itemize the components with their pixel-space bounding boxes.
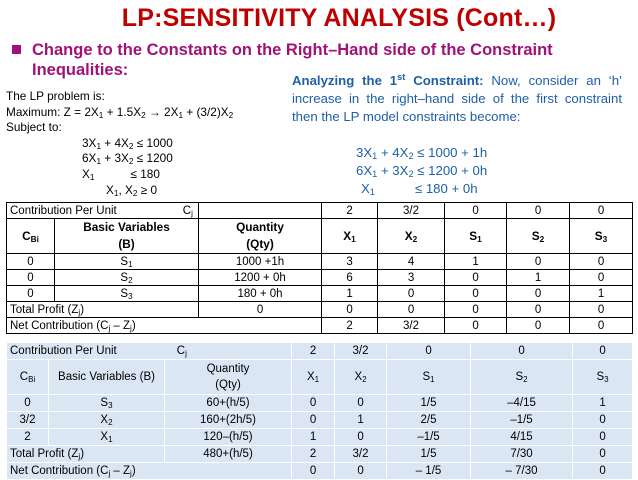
constraint-2: $6X_1 + 3X_2 \le 1200$ xyxy=(82,151,173,167)
objective-function: Maximum: $Z = 2X_1 + 1.5X_2 \to 2X_1 + (3/2)X_2$ xyxy=(6,104,234,120)
table-header-row xyxy=(7,219,633,254)
cell: 0 xyxy=(570,203,633,219)
analysis-body: Now, consider an ‘h’ increase in the right–hand side of the first constraint then the LP model constraints become: xyxy=(292,73,622,124)
table-row: 3/2 $X_2$ 160+(2h/5) 0 1 2/5 –1/5 0 xyxy=(7,412,633,429)
cpu-label: Contribution Per Unit $C_j$ xyxy=(7,343,292,360)
lp-problem xyxy=(6,89,276,198)
optimal-simplex-table xyxy=(6,342,633,480)
header-s2: $S_2$ xyxy=(471,360,573,395)
modified-constraint-3: $X_1 \le 180 + 0h$ xyxy=(361,181,478,197)
table-row: 0 $S_3$ 180 + 0h 1 0 0 0 1 xyxy=(7,286,633,302)
lp-intro: The LP problem is: xyxy=(6,89,105,103)
header-quantity: Quantity (Qty) xyxy=(165,360,292,395)
cell: 2 xyxy=(322,203,378,219)
constraint-1: $3X_1 + 4X_2 \le 1000$ xyxy=(82,135,173,151)
table-row: 0 $S_1$ 1000 +1h 3 4 1 0 0 xyxy=(7,254,633,270)
non-negativity: $X_1$, $X_2 \ge 0$ xyxy=(106,182,158,198)
header-cb: $C_{Bi}$ xyxy=(7,360,49,395)
table-row: 2 $X_1$ 120–(h/5) 1 0 –1/5 4/15 0 xyxy=(7,429,633,446)
cpu-label: Contribution Per Unit $C_j$ xyxy=(7,203,199,219)
subject-to-label: Subject to: xyxy=(6,120,62,135)
header-s1: $S_1$ xyxy=(445,219,507,254)
header-s2: $S_2$ xyxy=(507,219,570,254)
table-row: 0 $S_2$ 1200 + 0h 6 3 0 1 0 xyxy=(7,270,633,286)
slide-title: LP:SENSITIVITY ANALYSIS (Cont…) xyxy=(121,4,557,32)
table-header-row xyxy=(7,360,633,395)
cell: 0 xyxy=(445,203,507,219)
net-contribution-row: Net Contribution $(C_j - Z_j)$ 0 0 – 1/5 – 7/30 0 xyxy=(7,463,633,480)
bullet-line-1: Change to the Constants on the Right–Hand side of the Constraint xyxy=(32,41,553,59)
modified-constraint-1: $3X_1 + 4X_2 \le 1000 + 1h$ xyxy=(356,145,488,161)
net-contribution-row: Net Contribution $(C_j - Z_j)$ 2 3/2 0 0 0 xyxy=(7,318,633,334)
header-x2: $X_2$ xyxy=(378,219,445,254)
header-s1: $S_1$ xyxy=(387,360,471,395)
header-cb: $C_{Bi}$ xyxy=(7,219,55,254)
table-row: 0 $S_3$ 60+(h/5) 0 0 1/5 –4/15 1 xyxy=(7,395,633,412)
total-profit-row: Total Profit $(Z_j)$ 0 0 0 0 0 0 xyxy=(7,302,633,318)
cell: 0 xyxy=(507,203,570,219)
header-basic-variables: Basic Variables (B) xyxy=(55,219,199,254)
header-quantity: Quantity (Qty) xyxy=(199,219,322,254)
header-x1: $X_1$ xyxy=(322,219,378,254)
analysis-lead: Analyzing the 1st Constraint: xyxy=(292,72,484,88)
total-profit-row: Total Profit $(Z_j)$ 480+(h/5) 2 3/2 1/5 7/30 0 xyxy=(7,446,633,463)
constraint-3: $X_1 \le 180$ xyxy=(82,166,160,182)
header-s3: $S_3$ xyxy=(570,219,633,254)
cell: 3/2 xyxy=(378,203,445,219)
analysis-text xyxy=(292,72,622,126)
table-row: Contribution Per Unit $C_j$ 2 3/2 0 0 0 xyxy=(7,343,633,360)
square-bullet-icon xyxy=(12,45,21,54)
initial-simplex-table xyxy=(6,202,633,334)
header-s3: $S_3$ xyxy=(573,360,633,395)
modified-constraint-2: $6X_1 + 3X_2 \le 1200 + 0h$ xyxy=(356,163,488,179)
bullet-line-2: Inequalities: xyxy=(32,61,129,79)
table-row xyxy=(7,203,633,219)
header-x1: $X_1$ xyxy=(292,360,335,395)
header-x2: $X_2$ xyxy=(335,360,387,395)
header-basic-variables: Basic Variables (B) xyxy=(49,360,165,395)
